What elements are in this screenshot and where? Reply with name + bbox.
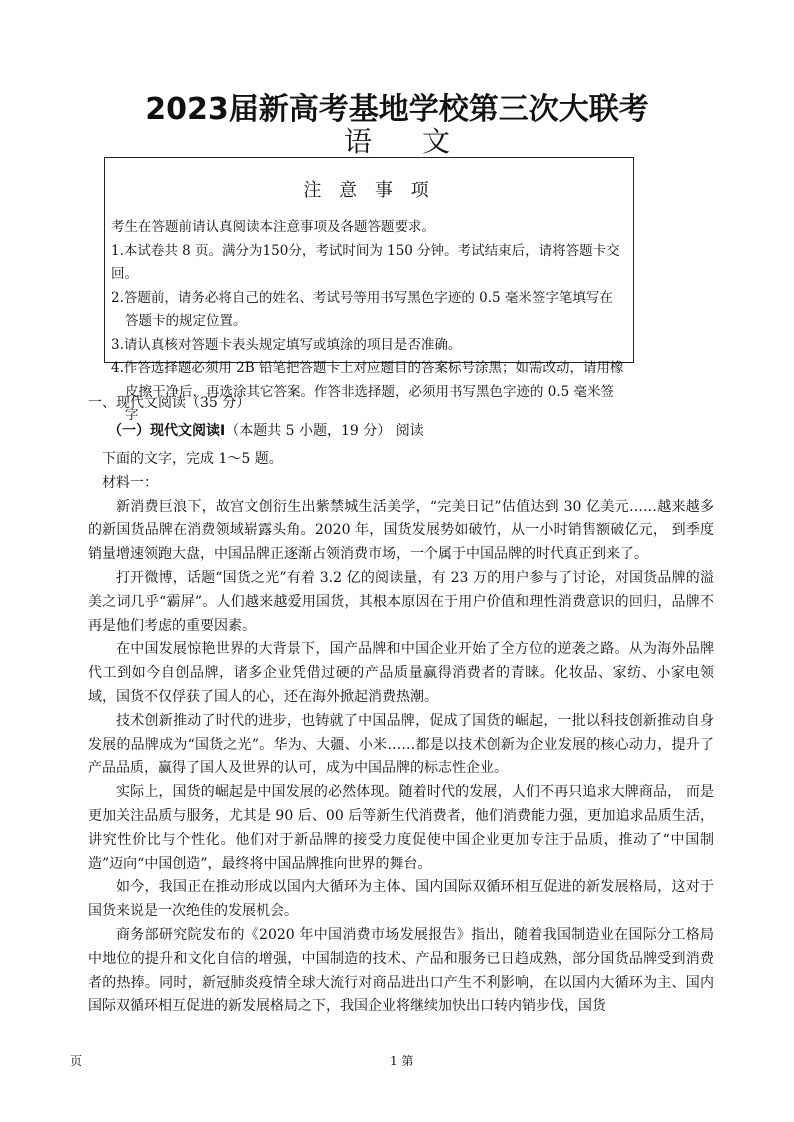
section-heading: 一、现代文阅读（35 分） xyxy=(88,395,251,411)
subject-title: 语文 xyxy=(343,125,500,158)
notice-heading: 注 意 事 项 xyxy=(303,180,435,201)
paragraph: 如今，我国正在推动形成以国内大循环为主体、国内国际双循环相互促进的新发展格局，这对于国货来说是一次绝佳的发展机会。 xyxy=(88,879,714,920)
subsection-heading xyxy=(108,420,424,440)
paragraph: 在中国发展惊艳世界的大背景下，国产品牌和中国企业开始了全方位的逆袭之路。从为海外品牌代工到如今自创品牌，诸多企业凭借过硬的产品质量赢得消费者的青睐。化妆品、家纺、小家电领域，国货不仅俘获了国人的心，还在海外掀起消费热潮。 xyxy=(88,641,714,705)
notice-line: 答题卡的规定位置。 xyxy=(125,313,247,329)
notice-line: 皮擦干净后，再选涂其它答案。作答非选择题，必须用书写黑色字迹的 0.5 毫米签字 xyxy=(125,383,615,423)
paragraph: 打开微博，话题“国货之光”有着 3.2 亿的阅读量，有 23 万的用户参与了讨论，对国货品牌的溢美之词几乎“霸屏”。人们越来越爱用国货，其根本原因在于用户价值和理性消费意识的回归，品牌不再是他们考虑的重要因素。 xyxy=(88,569,714,634)
paragraph: 新消费巨浪下，故宫文创衍生出紫禁城生活美学，“完美日记”估值达到 30 亿美元……越来越多的新国货品牌在消费领域崭露头角。2020 年，国货发展势如破竹，从一小时销售额破亿元， 到季度销量增速领跑大盘，中国品牌正逐渐占领消费市场，一个属于中国品牌的时代真正到来了。 xyxy=(88,498,714,563)
paragraph: 商务部研究院发布的《2020 年中国消费市场发展报告》指出，随着我国制造业在国际分工格局中地位的提升和文化自信的增强，中国制造的技术、产品和服务已日趋成熟，部分国货品牌受到消费者的热捧。同时，新冠肺炎疫情全球大流行对商品进出口产生不利影响，在以国内大循环为主、国内国际双循环相互促进的新发展格局之下，我国企业将继续加快出口转内销步伐，国货 xyxy=(88,926,714,1015)
paragraph: 实际上，国货的崛起是中国发展的必然体现。随着时代的发展，人们不再只追求大牌商品， 而是更加关注品质与服务，尤其是 90 后、00 后等新生代消费者，他们消费能力强，更加追求品质生活，讲究性价比与个性化。他们对于新品牌的接受力度促使中国企业更加专注于品质，推动了“中国制造”迈向“中国创造”，最终将中国品牌推向世界的舞台。 xyxy=(88,784,714,872)
notice-line: 4.作答选择题必须用 2B 铅笔把答题卡上对应题目的答案标号涂黑；如需改动，请用橡 xyxy=(111,360,624,376)
notice-line: 3.请认真核对答题卡表头规定填写或填涂的项目是否准确。 xyxy=(111,336,462,353)
footer-page-number: 1 第 xyxy=(390,1054,414,1068)
instruction: 下面的文字，完成 1～5 题。 xyxy=(102,451,283,467)
subsection-rest: （本题共 5 小题，19 分） 阅读 xyxy=(225,423,424,439)
subsection-label: （一）现代文阅读Ⅰ xyxy=(108,423,226,439)
notice-line: 考生在答题前请认真阅读本注意事项及各题答题要求。 xyxy=(111,219,435,235)
material-label: 材料一： xyxy=(102,474,158,491)
notice-line: 2.答题前，请务必将自己的姓名、考试号等用书写黑色字迹的 0.5 毫米签字笔填写在 xyxy=(111,289,613,306)
paragraph: 技术创新推动了时代的进步，也铸就了中国品牌，促成了国货的崛起，一批以科技创新推动自身发展的品牌成为“国货之光”。华为、大疆、小米……都是以技术创新为企业发展的核心动力，提升了产品品质，赢得了国人及世界的认可，成为中国品牌的标志性企业。 xyxy=(88,712,714,777)
footer-page-label: 页 xyxy=(70,1054,83,1068)
reading-content xyxy=(88,448,714,1019)
exam-title: 2023届新高考基地学校第三次大联考 xyxy=(145,92,649,127)
notice-line: 1.本试卷共 8 页。满分为150分，考试时间为 150 分钟。考试结束后，请将答题卡交回。 xyxy=(111,242,620,282)
